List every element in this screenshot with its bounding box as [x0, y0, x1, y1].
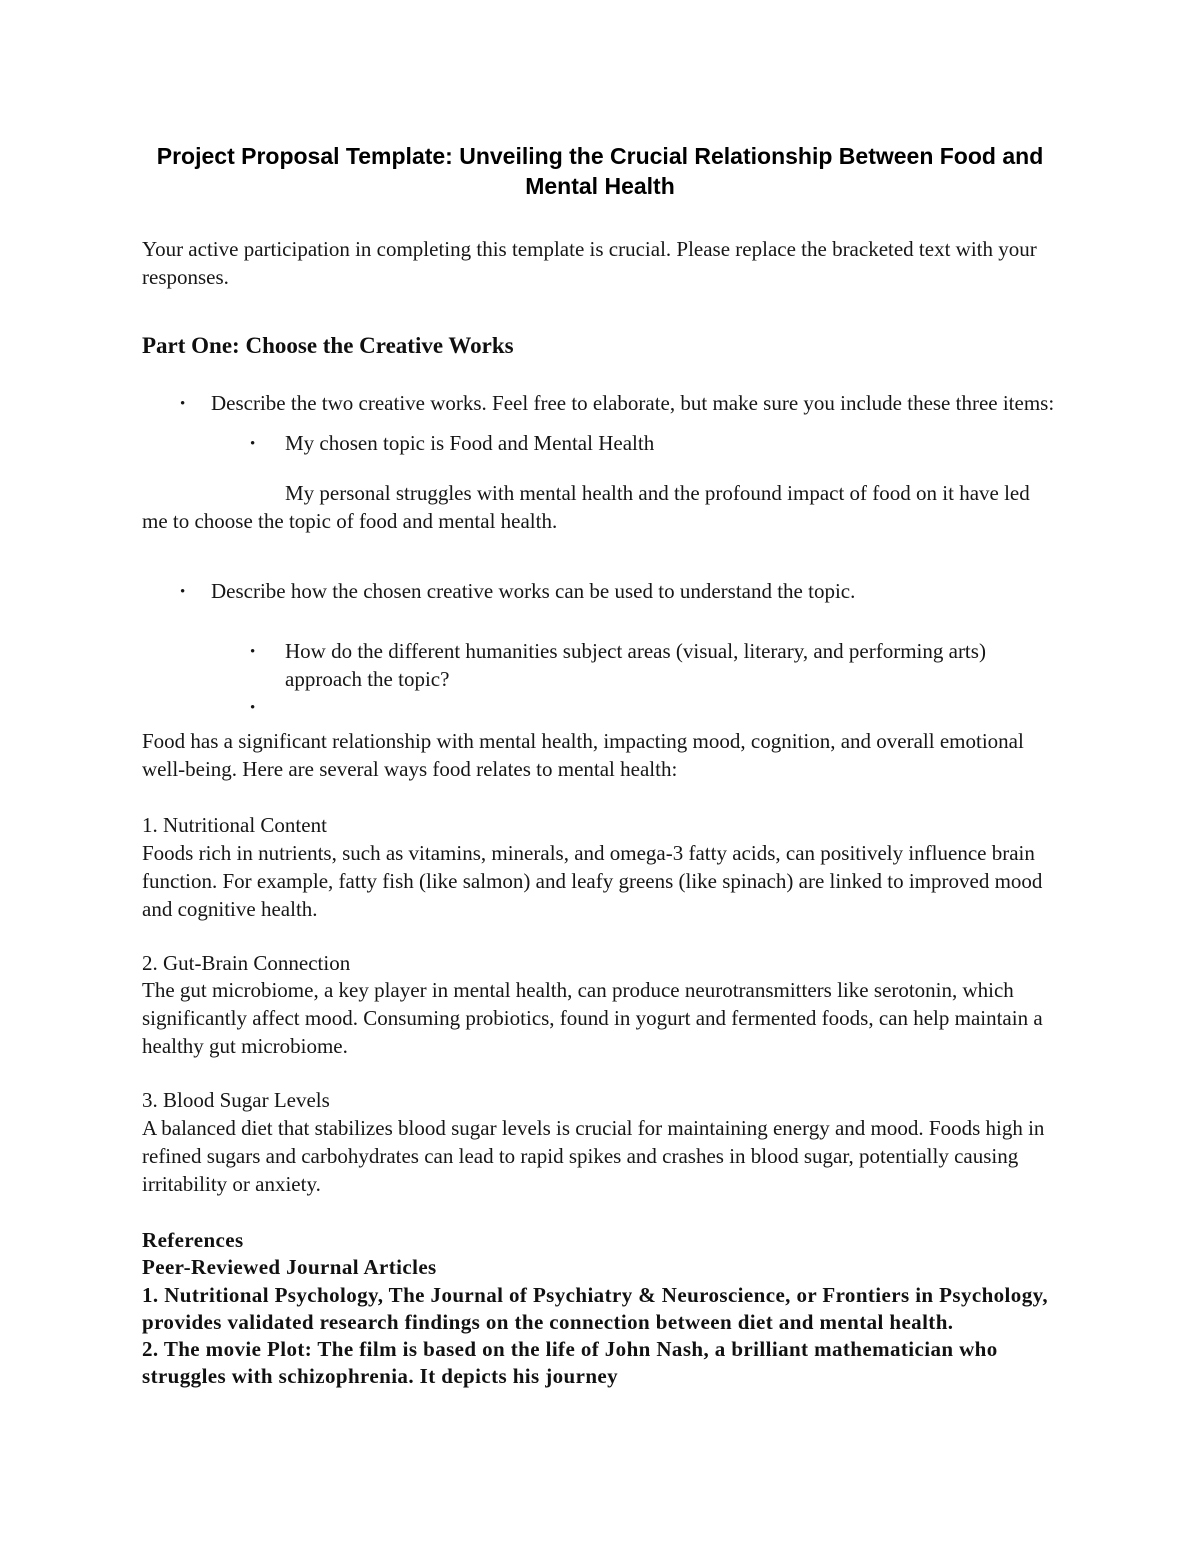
section-body-blood-sugar-levels: A balanced diet that stabilizes blood sugar levels is crucial for maintaining energy and mood. Foods high in refined sugars and carbohydrates can lead to rapid spikes and crashes in blood sugar, potentially causing irritability or anxiety. — [142, 1116, 1045, 1196]
bullet-marker: • — [180, 584, 186, 601]
references-section — [142, 1227, 1058, 1391]
bullet-marker: • — [250, 644, 256, 661]
reference-item-1: 1. Nutritional Psychology, The Journal of Psychiatry & Neuroscience, or Frontiers in Psychology, provides validated research findings on the connection between diet and mental health. — [142, 1282, 1048, 1334]
section-gut-brain-connection — [142, 950, 1058, 1062]
document-title: Project Proposal Template: Unveiling the Crucial Relationship Between Food and Mental Health — [156, 143, 1044, 200]
bullet-text-describe-usage: Describe how the chosen creative works can be used to understand the topic. — [211, 579, 856, 604]
references-heading: References — [142, 1227, 244, 1252]
bullet-item-humanities-question — [142, 638, 1058, 694]
section-heading-nutritional-content: 1. Nutritional Content — [142, 812, 327, 837]
bullet-item-describe-works — [142, 390, 1058, 418]
intro-paragraph: Your active participation in completing this template is crucial. Please replace the bracketed text with your responses. — [142, 236, 1037, 289]
bullet-item-empty — [142, 694, 1058, 722]
bullet-text-chosen-topic: My chosen topic is Food and Mental Health — [285, 431, 655, 456]
section-heading-gut-brain-connection: 2. Gut-Brain Connection — [142, 950, 351, 975]
bullet-marker: • — [250, 700, 256, 716]
bullet-item-describe-usage — [142, 578, 1058, 606]
bullet-text-humanities-question: How do the different humanities subject areas (visual, literary, and performing arts) approach the topic? — [285, 639, 986, 692]
part-one-heading: Part One: Choose the Creative Works — [142, 332, 514, 358]
section-blood-sugar-levels — [142, 1087, 1058, 1199]
bullet-marker: • — [180, 396, 186, 413]
food-relationship-paragraph: Food has a significant relationship with mental health, impacting mood, cognition, and overall emotional well-being. Here are several ways food relates to mental health: — [142, 729, 1024, 781]
personal-statement-paragraph: My personal struggles with mental health and the profound impact of food on it have led me to choose the topic of food and mental health. — [142, 481, 1030, 534]
reference-item-2: 2. The movie Plot: The film is based on the life of John Nash, a brilliant mathematician who struggles with schizophrenia. It depicts his journey — [142, 1337, 998, 1389]
references-subheading: Peer-Reviewed Journal Articles — [142, 1255, 437, 1280]
section-body-nutritional-content: Foods rich in nutrients, such as vitamins, minerals, and omega-3 fatty acids, can positively influence brain function. For example, fatty fish (like salmon) and leafy greens (like spinach) are linked to improved mood and cognitive health. — [142, 840, 1043, 921]
section-nutritional-content — [142, 812, 1058, 924]
bullet-text-empty — [285, 694, 1058, 722]
bullet-text-describe-works: Describe the two creative works. Feel free to elaborate, but make sure you include these three items: — [211, 391, 1055, 416]
section-heading-blood-sugar-levels: 3. Blood Sugar Levels — [142, 1088, 330, 1113]
section-body-gut-brain-connection: The gut microbiome, a key player in mental health, can produce neurotransmitters like serotonin, which significantly affect mood. Consuming probiotics, found in yogurt and fermented foods, can help maintain a healthy gut microbiome. — [142, 978, 1043, 1059]
bullet-marker: • — [250, 436, 256, 453]
bullet-item-chosen-topic — [142, 430, 1058, 458]
